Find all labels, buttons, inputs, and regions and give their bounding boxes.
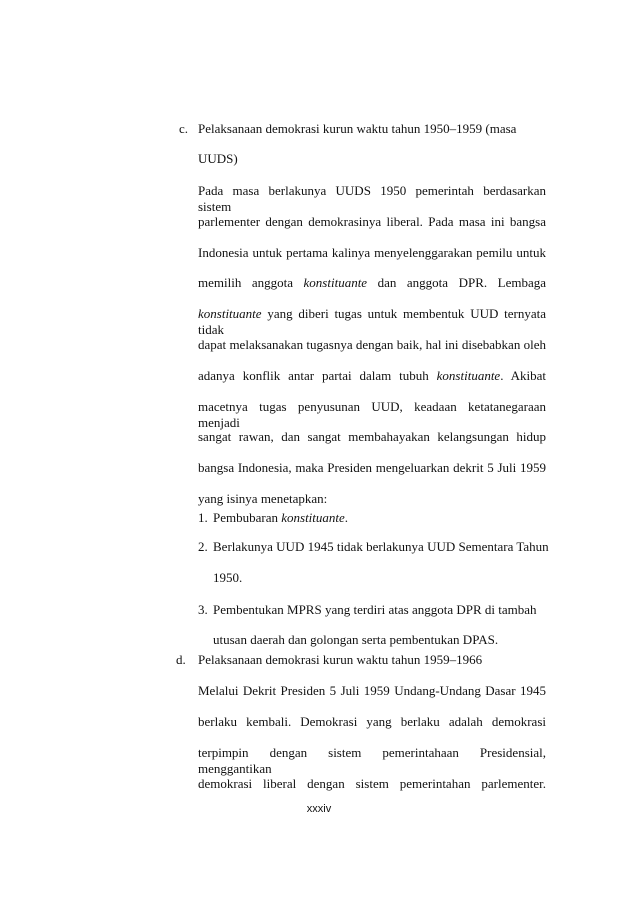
text-run: demokrasi liberal dengan sistem pemerintahan parlementer. <box>198 776 546 791</box>
text-run: dan anggota DPR. Lembaga <box>367 275 546 290</box>
text-run: Indonesia untuk pertama kalinya menyelenggarakan pemilu untuk <box>198 245 546 260</box>
text-run: Pembentukan MPRS yang terdiri atas anggota DPR di tambah <box>213 602 537 617</box>
section-c-heading-line2: UUDS) <box>198 151 238 166</box>
list-item-line <box>213 510 348 526</box>
paragraph-line <box>198 429 546 445</box>
paragraph-line <box>198 745 546 777</box>
paragraph-line <box>198 776 546 792</box>
italic-term: konstituante <box>198 306 262 321</box>
section-d-label: d. <box>176 652 186 667</box>
list-number: 1. <box>198 510 208 525</box>
text-run: adanya konflik antar partai dalam tubuh <box>198 368 437 383</box>
text-run: . Akibat <box>500 368 547 383</box>
section-c-label: c. <box>179 121 189 136</box>
section-c-heading-line1: Pelaksanaan demokrasi kurun waktu tahun 1950–1959 (masa <box>198 121 517 136</box>
list-number: 2. <box>198 539 208 554</box>
paragraph-line <box>198 275 546 291</box>
section-d-heading: Pelaksanaan demokrasi kurun waktu tahun 1959–1966 <box>198 652 483 667</box>
list-item-line <box>213 632 498 648</box>
paragraph-line <box>198 399 546 431</box>
text-run: Melalui Dekrit Presiden 5 Juli 1959 Undang-Undang Dasar 1945 <box>198 683 546 698</box>
italic-term: konstituante <box>281 510 345 525</box>
text-run: bangsa Indonesia, maka Presiden mengeluarkan dekrit 5 Juli 1959 <box>198 460 546 475</box>
paragraph-line <box>198 245 546 261</box>
list-number: 3. <box>198 602 208 617</box>
text-run: yang isinya menetapkan: <box>198 491 328 506</box>
text-run: yang diberi tugas untuk membentuk UUD ternyata tidak <box>198 306 546 337</box>
paragraph-line <box>198 683 546 699</box>
text-run: dapat melaksanakan tugasnya dengan baik, hal ini disebabkan oleh <box>198 337 546 352</box>
text-run: parlementer dengan demokrasinya liberal. Pada masa ini bangsa <box>198 214 546 229</box>
text-run: berlaku kembali. Demokrasi yang berlaku adalah demokrasi <box>198 714 546 729</box>
page-number: xxxiv <box>306 803 332 815</box>
text-run: 1950. <box>213 570 243 585</box>
paragraph-line <box>198 214 546 230</box>
text-run: sangat rawan, dan sangat membahayakan kelangsungan hidup <box>198 429 546 444</box>
paragraph-line <box>198 183 546 215</box>
text-run: terpimpin dengan sistem pemerintahaan Presidensial, menggantikan <box>198 745 546 776</box>
list-item-line <box>213 602 537 618</box>
paragraph-line <box>198 337 546 353</box>
paragraph-line <box>198 491 327 507</box>
text-run: macetnya tugas penyusunan UUD, keadaan ketatanegaraan menjadi <box>198 399 546 430</box>
text-run: Pembubaran <box>213 510 282 525</box>
italic-term: konstituante <box>303 275 368 290</box>
paragraph-line <box>198 368 546 384</box>
paragraph-line <box>198 306 546 338</box>
text-run: memilih anggota <box>198 275 304 290</box>
list-item-line <box>213 539 549 555</box>
list-item-line <box>213 570 242 586</box>
paragraph-line <box>198 714 546 730</box>
text-run: Pada masa berlakunya UUDS 1950 pemerintah berdasarkan sistem <box>198 183 546 214</box>
text-run: utusan daerah dan golongan serta pembentukan DPAS. <box>213 632 499 647</box>
text-run: . <box>344 510 349 525</box>
text-run: Berlakunya UUD 1945 tidak berlakunya UUD Sementara Tahun <box>213 539 549 554</box>
paragraph-line <box>198 460 546 476</box>
italic-term: konstituante <box>436 368 501 383</box>
